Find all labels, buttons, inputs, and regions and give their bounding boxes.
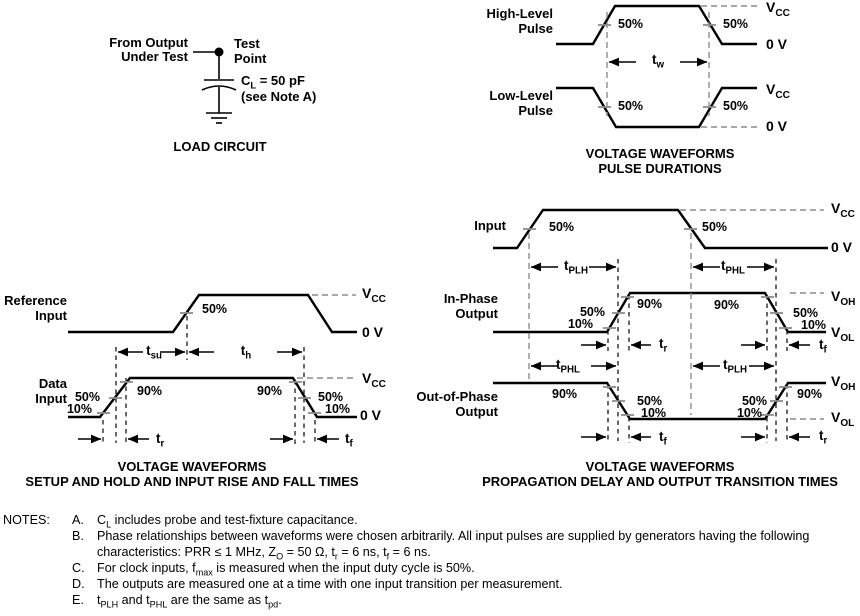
percent-label: 50% [318,390,344,404]
note-letter: C. [72,561,85,575]
load-circuit-drawing [193,48,236,124]
diagram-subtitle: SETUP AND HOLD AND INPUT RISE AND FALL TIMES [25,474,359,489]
tick-marks [97,313,321,413]
percent-label: 10% [325,402,351,416]
diagram-title: VOLTAGE WAVEFORMS [117,459,267,474]
note-text: For clock inputs, $f_{max}$ is measured when the input duty cycle is 50%. [97,561,475,578]
percent-label: 50% [74,390,100,404]
from-output-label: From Output [109,35,188,50]
percent-label: 50% [579,305,605,319]
tphl-label: $t_{PHL}$ [556,357,580,376]
notes-section [3,512,858,608]
input-label: Input [474,218,506,233]
note-letter: E. [72,593,84,607]
percent-label: 50% [723,17,749,31]
th-label: $t_h$ [240,343,252,362]
percent-label: 50% [723,99,749,113]
note-item-b [72,528,858,560]
zero-v-level-label: 0 V [831,239,853,255]
tr-label: $t_r$ [819,428,828,447]
see-note-label: (see Note A) [241,89,317,104]
voh-level-label: $V_{OH}$ [831,288,856,308]
in-phase-output-label: In-Phase [443,291,498,306]
percent-label: 90% [552,387,578,401]
note-item-d [72,576,858,592]
vcc-level-label: $V_{CC}$ [362,370,386,390]
percent-label: 50% [549,220,575,234]
percent-label: 10% [66,402,92,416]
tsu-label: $t_{su}$ [146,343,162,362]
data-input-label: Input [35,391,67,406]
diagram-subtitle: PULSE DURATIONS [598,161,722,176]
test-point-label: Point [234,51,267,66]
tf-label: $t_f$ [819,337,827,356]
input-waveform [493,210,828,248]
percent-label: 50% [741,394,767,408]
tw-label: $t_w$ [651,52,665,71]
note-text: The outputs are measured one at a time with one input transition per measurement. [97,577,563,591]
percent-label: 50% [793,306,819,320]
percent-label: 10% [641,406,667,420]
percent-label: 50% [618,17,644,31]
percent-label: 10% [801,318,827,332]
note-item-a [72,512,858,528]
in-phase-output-label: Output [455,306,498,321]
tf-label: $t_f$ [345,431,353,450]
zero-v-level-label: 0 V [766,118,788,134]
test-point-label: Test [234,36,260,51]
tphl-label: $t_{PHL}$ [721,258,745,277]
out-of-phase-output-label: Out-of-Phase [416,389,498,404]
measurement-dashes [103,316,315,450]
note-letter: A. [72,513,84,527]
vcc-level-label: $V_{CC}$ [362,285,386,305]
notes-heading: NOTES: [3,513,50,527]
high-level-label: High-Level [486,6,553,21]
vol-level-label: $V_{OL}$ [831,324,855,344]
percent-label: 90% [137,384,163,398]
percent-label: 50% [618,99,644,113]
data-input-label: Data [38,376,67,391]
capacitance-value-label: $C_L = 50$ pF [241,73,305,91]
out-of-phase-output-label: Output [455,404,498,419]
percent-label: 50% [637,394,663,408]
note-letter: D. [72,577,85,591]
pulse-label: Pulse [518,21,553,36]
percent-label: 90% [797,387,823,401]
percent-label: 50% [202,302,228,316]
percent-label: 10% [736,406,762,420]
voh-level-label: $V_{OH}$ [831,373,856,393]
note-item-e [72,592,858,608]
vcc-level-label: $V_{CC}$ [766,0,790,19]
diagram-subtitle: PROPAGATION DELAY AND OUTPUT TRANSITION TIMES [482,474,838,489]
note-text: $C_L$ includes probe and test-fixture capacitance. [97,513,358,530]
tplh-label: $t_{PLH}$ [564,258,588,277]
percent-label: 90% [714,298,740,312]
note-text: Phase relationships between waveforms were chosen arbitrarily. All input pulses are supplied by generators having the following characteristics: PRR ≤ 1 MHz, $Z_O = 50$ Ω, $t_r = 6$ ns, $t_f = 6$ ns. [97,529,810,562]
load-circuit-title: LOAD CIRCUIT [173,139,267,154]
percent-label: 50% [702,220,728,234]
percent-label: 90% [257,384,283,398]
vcc-level-label: $V_{CC}$ [831,200,855,220]
zero-v-level-label: 0 V [766,36,788,52]
diagram-title: VOLTAGE WAVEFORMS [585,146,735,161]
note-text: $t_{PLH}$ and $t_{PHL}$ are the same as $t_{pd}$. [97,593,282,610]
tplh-label: $t_{PLH}$ [723,357,747,376]
pulse-label: Pulse [518,103,553,118]
percent-label: 10% [567,317,593,331]
zero-v-level-label: 0 V [362,324,384,340]
vcc-level-label: $V_{CC}$ [766,81,790,101]
zero-v-level-label: 0 V [360,407,382,423]
under-test-label: Under Test [121,49,188,64]
setup-hold-waveforms [68,295,357,450]
reference-input-label: Reference [4,293,67,308]
tr-label: $t_r$ [156,431,165,450]
ground-icon [206,113,232,123]
percent-label: 90% [637,297,663,311]
tf-label: $t_f$ [659,429,667,448]
vol-level-label: $V_{OL}$ [831,409,855,429]
tr-label: $t_r$ [659,336,668,355]
note-item-c [72,560,858,576]
diagram-title: VOLTAGE WAVEFORMS [585,459,735,474]
low-level-label: Low-Level [489,88,553,103]
reference-input-label: Input [35,308,67,323]
note-letter: B. [72,529,84,543]
